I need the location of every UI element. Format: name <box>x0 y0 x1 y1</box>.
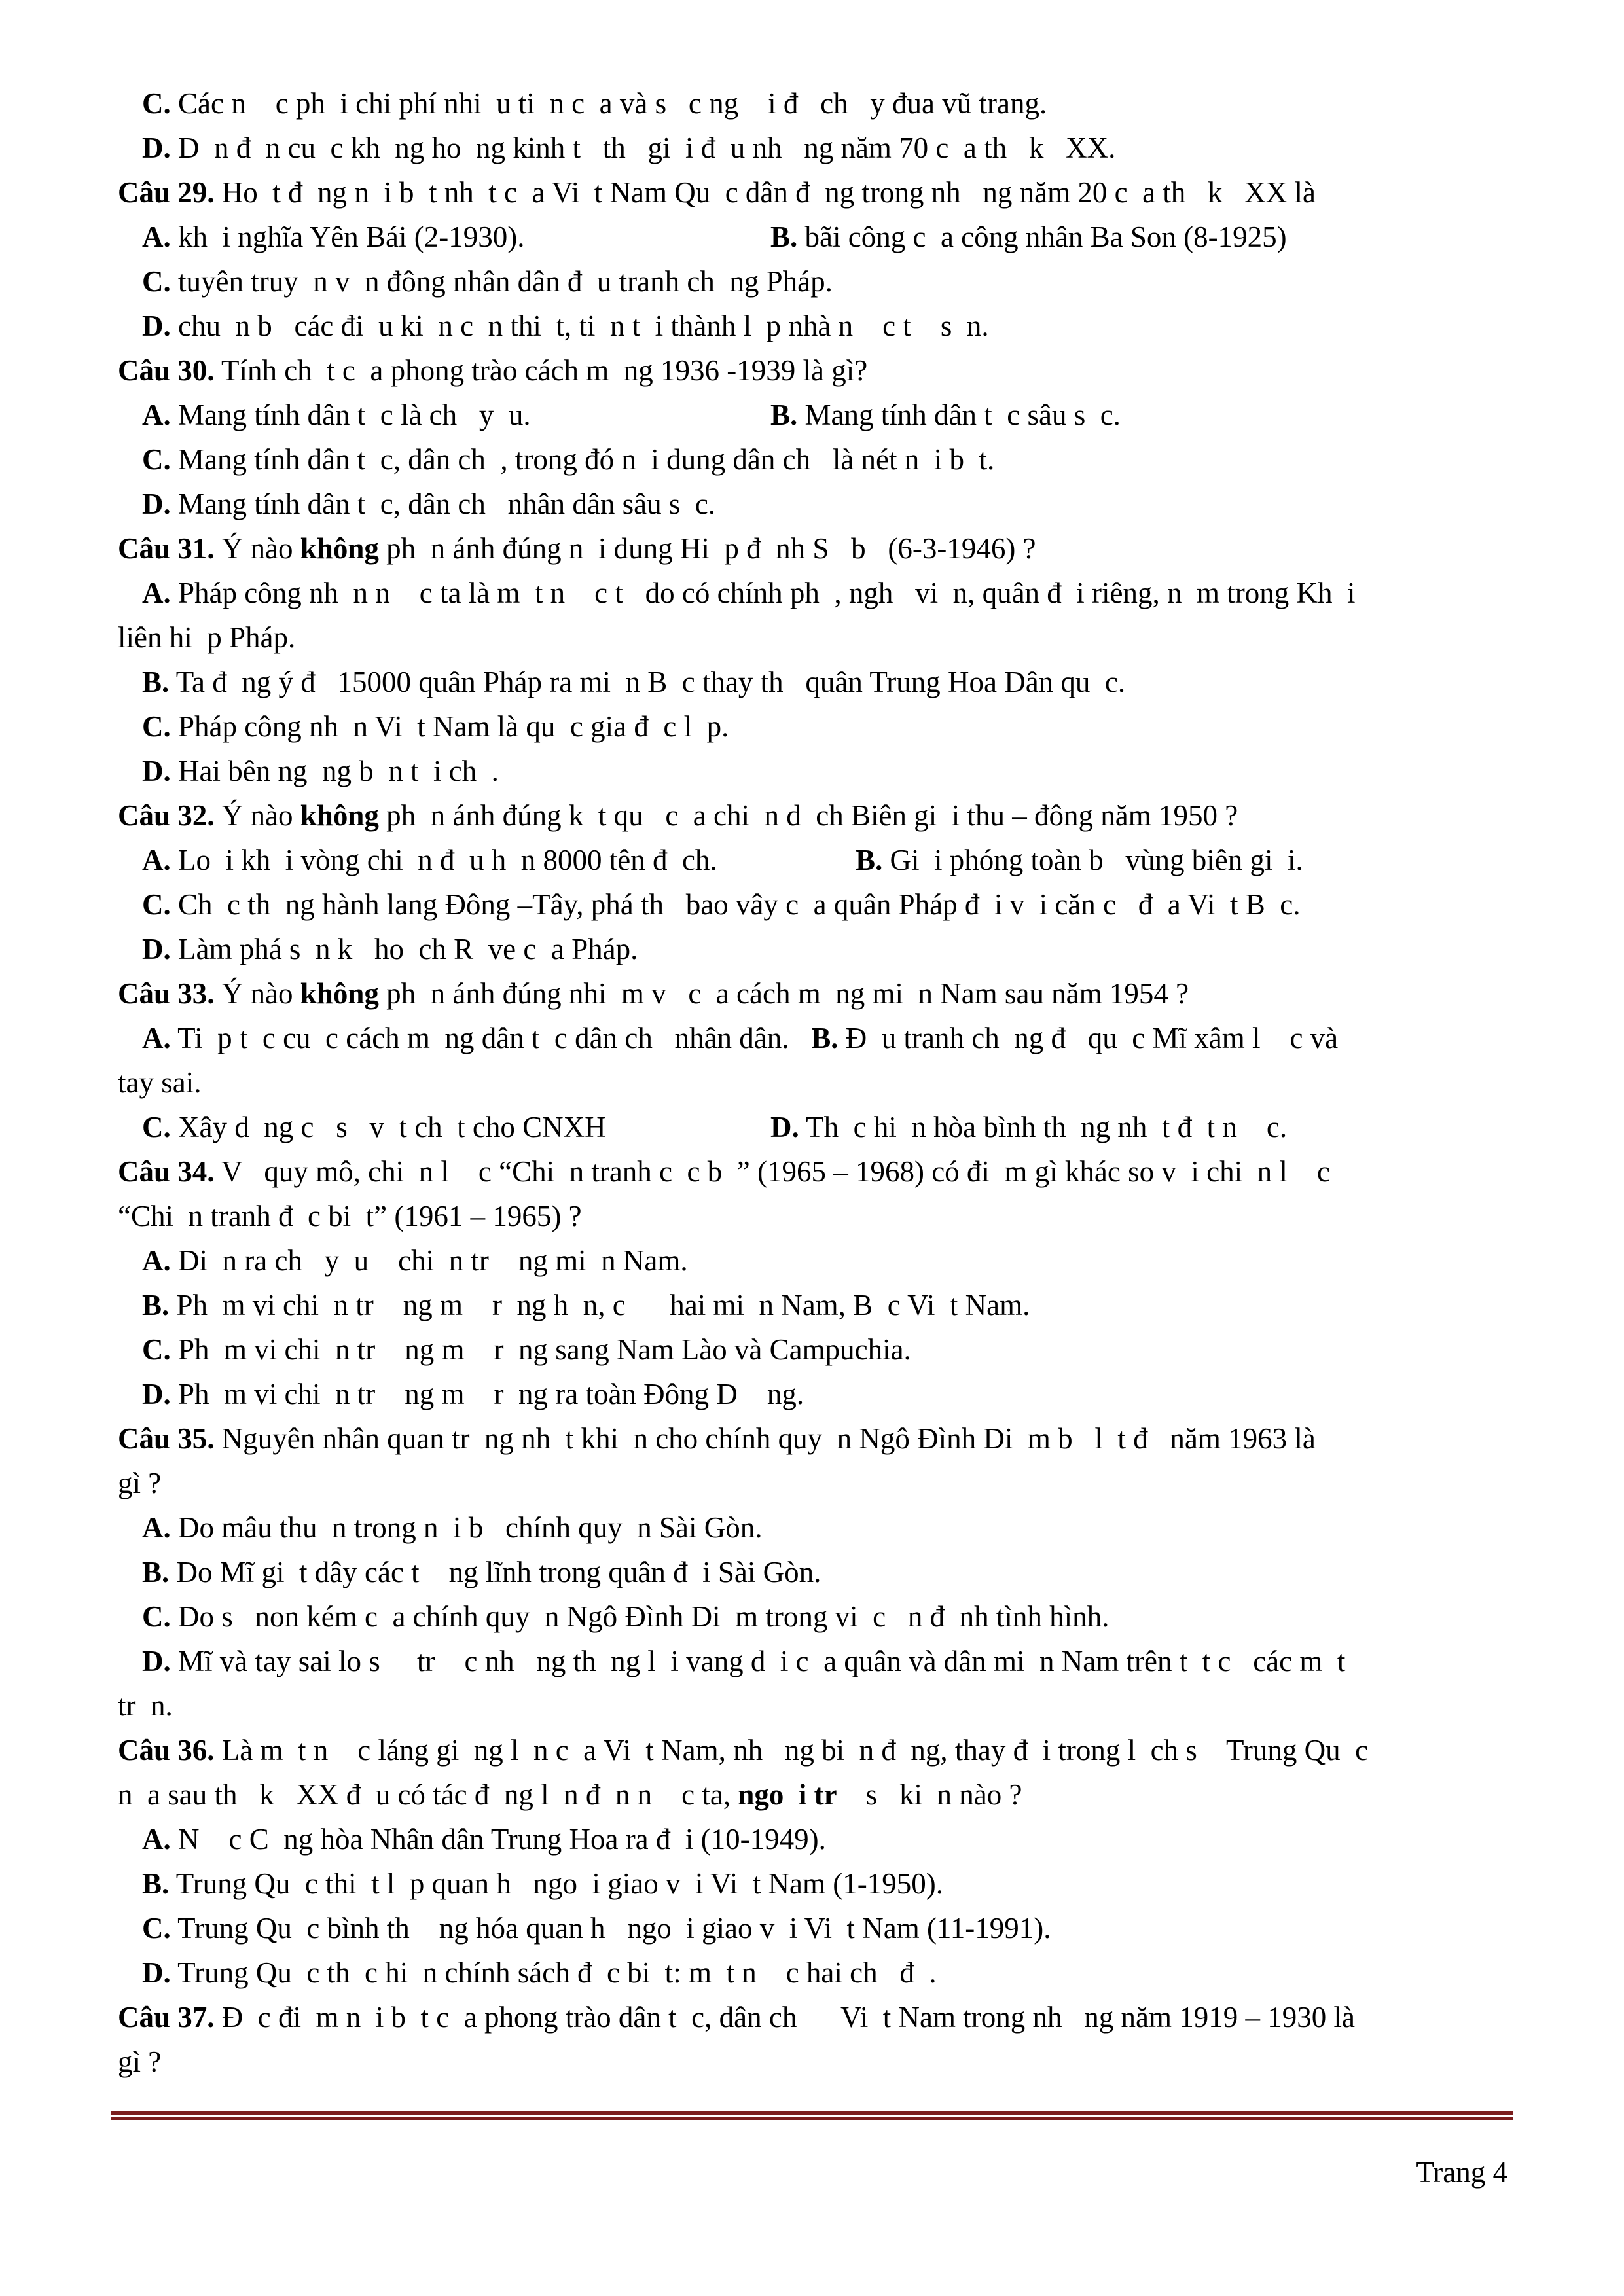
text-continuation <box>118 2039 1508 2084</box>
option-text: Mang tính dân t c là ch y u. <box>170 399 531 431</box>
text-continuation <box>118 1060 1508 1105</box>
text-continuation <box>118 1772 1508 1817</box>
option-label: B. <box>770 221 798 253</box>
option-label: C. <box>142 87 171 120</box>
option-text: Ch c th ng hành lang Đông –Tây, phá th bao vây c a quân Pháp đ i v i căn c đ a Vi t B c. <box>170 888 1301 921</box>
option-text: bãi công c a công nhân Ba Son (8-1925) <box>797 221 1287 253</box>
option-text: Gi i phóng toàn b vùng biên gi i. <box>882 844 1303 876</box>
question-stem <box>118 526 1508 571</box>
answer-option <box>118 259 1508 304</box>
question-stem <box>118 1416 1508 1461</box>
answer-option <box>118 749 1508 793</box>
emphasis-text: không <box>300 532 379 565</box>
option-label: D. <box>142 1378 171 1410</box>
question-stem <box>118 1728 1508 1772</box>
answer-option <box>770 221 1287 253</box>
option-label: A. <box>142 1823 171 1856</box>
question-text: V quy mô, chi n l c “Chi n tranh c c b ” (1965 – 1968) có đi m gì khác so v i chi n l c <box>214 1155 1330 1188</box>
option-label: D. <box>142 1645 171 1677</box>
option-label: B. <box>142 666 170 698</box>
option-label: C. <box>142 1111 171 1143</box>
answer-option <box>142 1105 770 1149</box>
option-label: D. <box>142 132 171 164</box>
option-label: B. <box>142 1867 170 1900</box>
option-text: Xây d ng c s v t ch t cho CNXH <box>170 1111 606 1143</box>
option-label: A. <box>142 577 171 609</box>
question-list <box>118 81 1508 2084</box>
option-text: Th c hi n hòa bình th ng nh t đ t n c. <box>799 1111 1288 1143</box>
text-continuation <box>118 1194 1508 1238</box>
option-text: tuyên truy n v n đông nhân dân đ u tranh ch ng Pháp. <box>170 265 833 298</box>
option-text: Pháp công nh n n c ta là m t n c t do có chính ph , ngh vi n, quân đ i riêng, n m trong Kh i <box>170 577 1356 609</box>
option-label: A. <box>142 844 171 876</box>
continuation-text: tay sai. <box>118 1066 202 1099</box>
option-label: B. <box>142 1289 170 1321</box>
answer-option <box>118 1861 1508 1906</box>
footer-rule-top <box>111 2111 1513 2115</box>
question-text: Ho t đ ng n i b t nh t c a Vi t Nam Qu c dân đ ng trong nh ng năm 20 c a th k XX là <box>214 176 1316 209</box>
question-text: Ý nào <box>214 532 300 565</box>
question-stem <box>118 170 1508 215</box>
answer-option <box>118 704 1508 749</box>
question-text: Tính ch t c a phong trào cách m ng 1936 -1939 là gì? <box>214 354 868 387</box>
question-stem <box>118 793 1508 838</box>
question-text: ph n ánh đúng k t qu c a chi n d ch Biên gi i thu – đông năm 1950 ? <box>378 799 1238 832</box>
emphasis-text: ngo i tr <box>738 1778 852 1811</box>
option-label: C. <box>142 265 171 298</box>
option-text: Ta đ ng ý đ 15000 quân Pháp ra mi n B c thay th quân Trung Hoa Dân qu c. <box>169 666 1126 698</box>
option-text: N c C ng hòa Nhân dân Trung Hoa ra đ i (10-1949). <box>170 1823 826 1856</box>
continuation-text: gì ? <box>118 2045 162 2078</box>
answer-option <box>118 1550 1508 1594</box>
continuation-text: s ki n nào ? <box>851 1778 1022 1811</box>
option-text: Trung Qu c th c hi n chính sách đ c bi t: m t n c hai ch đ . <box>170 1956 937 1989</box>
answer-option <box>118 1283 1508 1327</box>
option-text: D n đ n cu c kh ng ho ng kinh t th gi i đ u nh ng năm 70 c a th k XX. <box>170 132 1116 164</box>
text-continuation <box>118 1683 1508 1728</box>
option-text: Ph m vi chi n tr ng m r ng sang Nam Lào và Campuchia. <box>170 1333 911 1366</box>
option-text: Di n ra ch y u chi n tr ng mi n Nam. <box>170 1244 688 1277</box>
question-text: ph n ánh đúng n i dung Hi p đ nh S b (6-3-1946) ? <box>378 532 1036 565</box>
text-continuation <box>118 615 1508 660</box>
question-number: Câu 37. <box>118 2001 215 2034</box>
option-label: D. <box>770 1111 799 1143</box>
option-text: Các n c ph i chi phí nhi u ti n c a và s c ng i đ ch y đua vũ trang. <box>170 87 1047 120</box>
question-stem <box>118 971 1508 1016</box>
option-label: C. <box>142 888 171 921</box>
option-label: A. <box>142 221 171 253</box>
option-text: Mang tính dân t c sâu s c. <box>797 399 1121 431</box>
option-label: B. <box>770 399 798 431</box>
option-text: Pháp công nh n Vi t Nam là qu c gia đ c l p. <box>170 710 729 743</box>
question-number: Câu 32. <box>118 799 215 832</box>
answer-option <box>770 399 1121 431</box>
option-text: Do mâu thu n trong n i b chính quy n Sài Gòn. <box>170 1511 763 1544</box>
answer-option <box>118 437 1508 482</box>
option-text: Làm phá s n k ho ch R ve c a Pháp. <box>170 933 638 965</box>
option-text: Ti p t c cu c cách m ng dân t c dân ch nhân dân. <box>170 1022 812 1054</box>
question-number: Câu 34. <box>118 1155 215 1188</box>
option-label: D. <box>142 488 171 520</box>
continuation-text: n a sau th k XX đ u có tác đ ng l n đ n n c ta, <box>118 1778 738 1811</box>
continuation-text: tr n. <box>118 1689 173 1722</box>
question-number: Câu 30. <box>118 354 215 387</box>
option-label: A. <box>142 1022 171 1054</box>
answer-option <box>118 1817 1508 1861</box>
option-text: Đ u tranh ch ng đ qu c Mĩ xâm l c và <box>838 1022 1339 1054</box>
option-text: Lo i kh i vòng chi n đ u h n 8000 tên đ ch. <box>170 844 717 876</box>
question-text: Ý nào <box>214 799 300 832</box>
answer-option <box>118 1505 1508 1550</box>
question-text: Đ c đi m n i b t c a phong trào dân t c, dân ch Vi t Nam trong nh ng năm 1919 – 1930 là <box>214 2001 1355 2034</box>
question-text: Nguyên nhân quan tr ng nh t khi n cho chính quy n Ngô Đình Di m b l t đ năm 1963 là <box>214 1422 1316 1455</box>
option-label: B. <box>142 1556 170 1588</box>
question-stem <box>118 1995 1508 2039</box>
answer-option <box>118 304 1508 348</box>
question-text: ph n ánh đúng nhi m v c a cách m ng mi n Nam sau năm 1954 ? <box>378 977 1189 1010</box>
option-label: C. <box>142 1600 171 1633</box>
option-label: A. <box>142 399 171 431</box>
option-label: A. <box>142 1511 171 1544</box>
option-label: D. <box>142 1956 171 1989</box>
option-text: Hai bên ng ng b n t i ch . <box>170 755 499 787</box>
answer-option <box>118 1906 1508 1950</box>
answer-row <box>118 838 1508 882</box>
option-label: D. <box>142 310 171 342</box>
answer-option <box>770 1111 1287 1143</box>
question-stem <box>118 1149 1508 1194</box>
question-number: Câu 31. <box>118 532 215 565</box>
answer-option <box>118 1372 1508 1416</box>
option-label: B. <box>811 1022 839 1054</box>
option-label: C. <box>142 1912 171 1945</box>
answer-option <box>118 81 1508 126</box>
answer-option <box>142 215 770 259</box>
answer-option <box>118 927 1508 971</box>
option-text: Trung Qu c thi t l p quan h ngo i giao v i Vi t Nam (1-1950). <box>169 1867 943 1900</box>
answer-option <box>118 571 1508 615</box>
continuation-text: liên hi p Pháp. <box>118 621 296 654</box>
question-number: Câu 29. <box>118 176 215 209</box>
option-label: B. <box>856 844 883 876</box>
option-label: C. <box>142 710 171 743</box>
option-text: Do Mĩ gi t dây các t ng lĩnh trong quân đ i Sài Gòn. <box>169 1556 821 1588</box>
option-text: Mang tính dân t c, dân ch nhân dân sâu s c. <box>170 488 716 520</box>
answer-option <box>118 482 1508 526</box>
option-label: A. <box>142 1244 171 1277</box>
option-text: chu n b các đi u ki n c n thi t, ti n t i thành l p nhà n c t s n. <box>170 310 989 342</box>
answer-option <box>118 1238 1508 1283</box>
option-label: D. <box>142 755 171 787</box>
answer-option <box>118 1327 1508 1372</box>
option-label: C. <box>142 443 171 476</box>
option-text: Ph m vi chi n tr ng m r ng ra toàn Đông D ng. <box>170 1378 804 1410</box>
footer-rule-bottom <box>111 2117 1513 2120</box>
continuation-text: gì ? <box>118 1467 162 1499</box>
answer-option <box>118 660 1508 704</box>
option-label: C. <box>142 1333 171 1366</box>
question-stem <box>118 348 1508 393</box>
text-continuation <box>118 1461 1508 1505</box>
answer-row <box>118 215 1508 259</box>
answer-option <box>118 1639 1508 1683</box>
question-number: Câu 33. <box>118 977 215 1010</box>
answer-row <box>118 393 1508 437</box>
answer-option <box>118 1016 1508 1060</box>
question-number: Câu 35. <box>118 1422 215 1455</box>
question-text: Ý nào <box>214 977 300 1010</box>
option-text: kh i nghĩa Yên Bái (2-1930). <box>170 221 525 253</box>
answer-option <box>856 844 1303 876</box>
option-text: Mĩ và tay sai lo s tr c nh ng th ng l i vang d i c a quân và dân mi n Nam trên t t c các m t <box>170 1645 1346 1677</box>
question-text: Là m t n c láng gi ng l n c a Vi t Nam, nh ng bi n đ ng, thay đ i trong l ch s Trung Qu c <box>214 1734 1369 1767</box>
option-text: Trung Qu c bình th ng hóa quan h ngo i giao v i Vi t Nam (11-1991). <box>170 1912 1051 1945</box>
question-number: Câu 36. <box>118 1734 215 1767</box>
answer-option <box>118 882 1508 927</box>
answer-option <box>142 393 770 437</box>
page-number: Trang 4 <box>1416 2156 1507 2189</box>
option-text: Mang tính dân t c, dân ch , trong đó n i dung dân ch là nét n i b t. <box>170 443 995 476</box>
answer-option <box>118 126 1508 170</box>
emphasis-text: không <box>300 799 379 832</box>
option-label: D. <box>142 933 171 965</box>
option-text: Do s non kém c a chính quy n Ngô Đình Di m trong vi c n đ nh tình hình. <box>170 1600 1110 1633</box>
answer-option <box>118 1594 1508 1639</box>
emphasis-text: không <box>300 977 379 1010</box>
answer-option <box>118 1950 1508 1995</box>
continuation-text: “Chi n tranh đ c bi t” (1961 – 1965) ? <box>118 1200 582 1232</box>
answer-option <box>142 838 856 882</box>
answer-row <box>118 1105 1508 1149</box>
option-text: Ph m vi chi n tr ng m r ng h n, c hai mi n Nam, B c Vi t Nam. <box>169 1289 1030 1321</box>
